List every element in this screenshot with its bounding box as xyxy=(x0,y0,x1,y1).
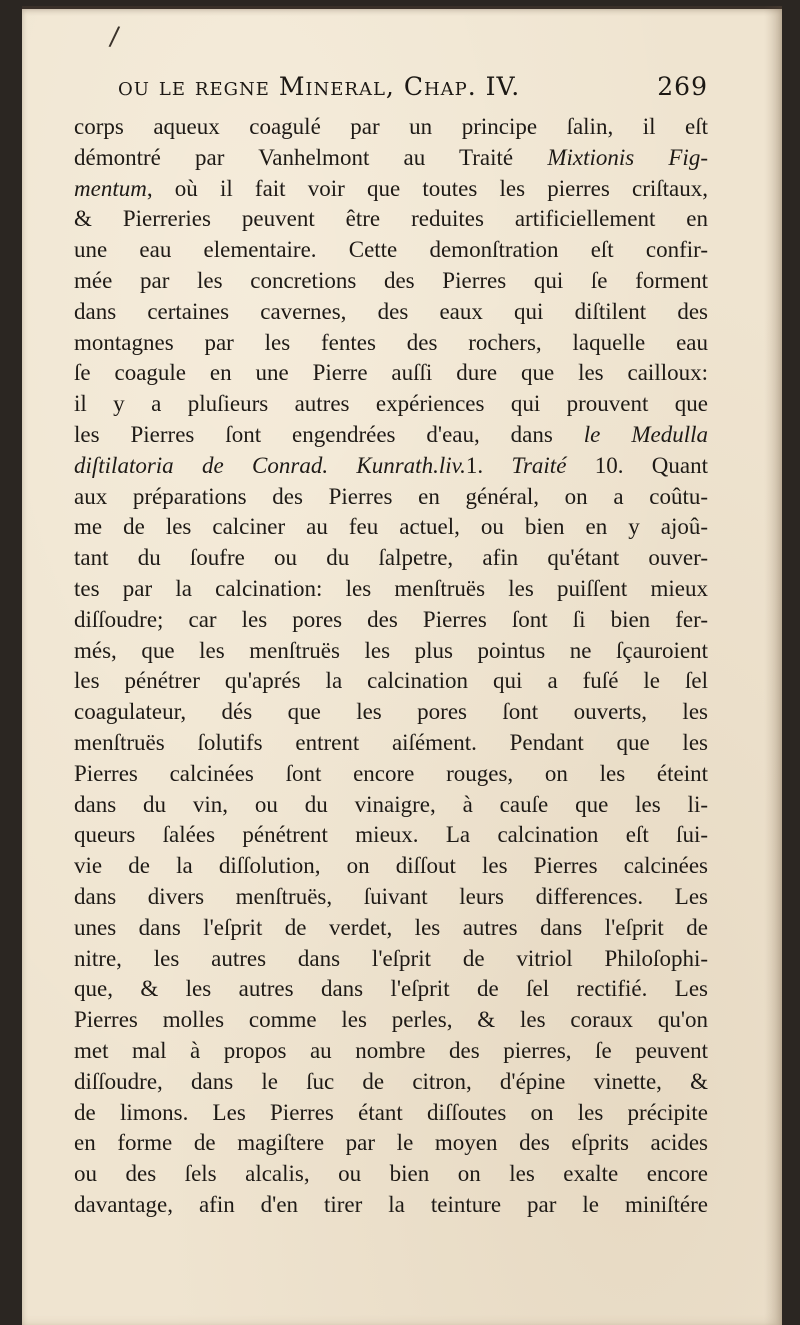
text-line: démontré par Vanhelmont au Traité Mixtionis Fig- xyxy=(74,144,708,170)
text-line: ſe coagule en une Pierre auſſi dure que les cailloux: xyxy=(74,360,708,386)
text-line: diſſoudre, dans le ſuc de citron, d'épine vinette, & xyxy=(74,1068,708,1094)
text-line: davantage, afin d'en tirer la teinture par le miniſtére xyxy=(74,1191,708,1217)
text-line: mée par les concretions des Pierres qui ſe forment xyxy=(74,267,708,293)
text-line: me de les calciner au feu actuel, ou bien en y ajoû- xyxy=(74,514,708,540)
text-line: de limons. Les Pierres étant diſſoutes on les précipite xyxy=(74,1099,708,1125)
corner-mark: / xyxy=(107,21,121,53)
text-line: nitre, les autres dans l'eſprit de vitriol Philoſophi- xyxy=(74,945,708,971)
text-line: corps aqueux coagulé par un principe ſalin, il eſt xyxy=(74,114,708,139)
book-page xyxy=(22,6,782,1325)
page-gutter-shadow xyxy=(764,6,782,1325)
text-line: unes dans l'eſprit de verdet, les autres dans l'eſprit de xyxy=(74,914,708,940)
text-line: tes par la calcination: les menſtruës les puiſſent mieux xyxy=(74,575,708,601)
text-line: Pierres molles comme les perles, & les coraux qu'on xyxy=(74,1007,708,1033)
text-line: une eau elementaire. Cette demonſtration eſt confir- xyxy=(74,237,708,263)
text-line: coagulateur, dés que les pores ſont ouverts, les xyxy=(74,699,708,725)
text-line: montagnes par les fentes des rochers, laquelle eau xyxy=(74,329,708,355)
text-line: les Pierres ſont engendrées d'eau, dans le Medulla xyxy=(74,421,708,447)
running-head-title: ou le regne Mineral, Chap. IV. xyxy=(118,72,521,101)
body-text xyxy=(74,112,708,1221)
text-line: queurs ſalées pénétrent mieux. La calcination eſt ſui- xyxy=(74,822,708,848)
text-line: diſſoudre; car les pores des Pierres ſont ſi bien fer- xyxy=(74,606,708,632)
text-line: dans divers menſtruës, ſuivant leurs differences. Les xyxy=(74,883,708,909)
text-line: & Pierreries peuvent être reduites artificiellement en xyxy=(74,206,708,232)
text-line: menſtruës ſolutifs entrent aiſément. Pendant que les xyxy=(74,729,708,755)
text-line: aux préparations des Pierres en général, on a coûtu- xyxy=(74,483,708,509)
text-line: més, que les menſtruës les plus pointus ne ſçauroient xyxy=(74,637,708,663)
text-line: les pénétrer qu'aprés la calcination qui a fuſé le ſel xyxy=(74,668,708,694)
text-line: tant du ſoufre ou du ſalpetre, afin qu'étant ouver- xyxy=(74,545,708,571)
running-head xyxy=(118,72,708,108)
text-line: dans certaines cavernes, des eaux qui diſtilent des xyxy=(74,298,708,324)
text-line: diſtilatoria de Conrad. Kunrath.liv.1. Traité 10. Quant xyxy=(74,452,709,478)
text-line: Pierres calcinées ſont encore rouges, on les éteint xyxy=(74,760,708,786)
page-number: 269 xyxy=(657,72,708,101)
text-line: en forme de magiſtere par le moyen des eſprits acides xyxy=(74,1130,708,1156)
text-line: vie de la diſſolution, on diſſout les Pierres calcinées xyxy=(74,853,708,879)
text-line: met mal à propos au nombre des pierres, ſe peuvent xyxy=(74,1037,708,1063)
text-line: ou des ſels alcalis, ou bien on les exalte encore xyxy=(74,1161,708,1187)
text-line: il y a pluſieurs autres expériences qui prouvent que xyxy=(74,391,708,417)
text-line: que, & les autres dans l'eſprit de ſel rectifié. Les xyxy=(74,976,708,1002)
page-top-edge xyxy=(22,6,782,9)
text-line: mentum, où il fait voir que toutes les pierres criſtaux, xyxy=(74,175,708,201)
text-line: dans du vin, ou du vinaigre, à cauſe que les li- xyxy=(74,791,708,817)
